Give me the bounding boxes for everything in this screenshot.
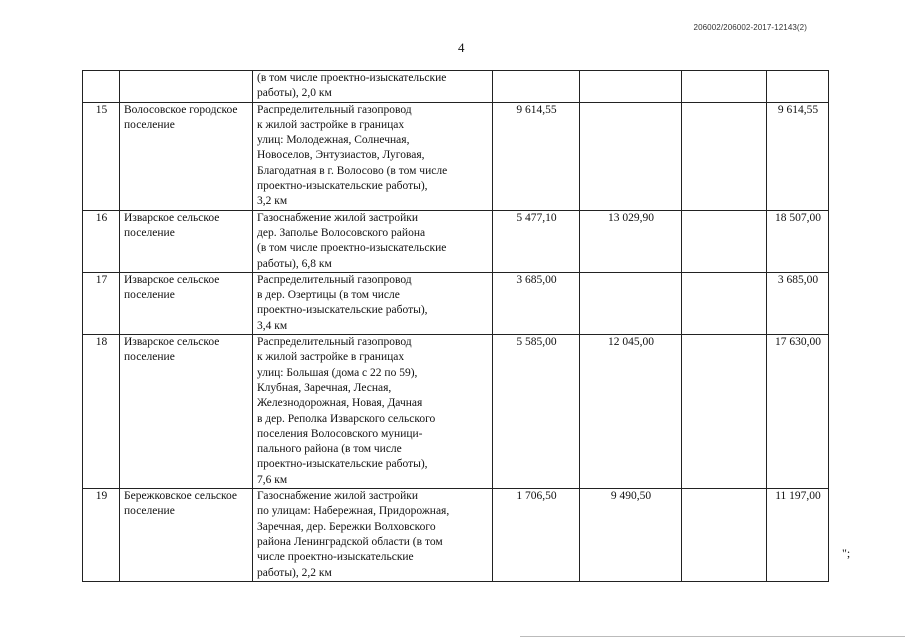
amount-total: 18 507,00 — [767, 210, 829, 272]
amount-col-3 — [682, 102, 767, 210]
table-row — [83, 335, 829, 489]
amount-col-1: 5 585,00 — [493, 335, 580, 489]
amount-total: 11 197,00 — [767, 489, 829, 582]
table-row — [83, 489, 829, 582]
amount-col-2 — [580, 272, 682, 334]
table-row — [83, 71, 829, 103]
settlement-name — [120, 71, 253, 103]
row-number: 18 — [83, 335, 120, 489]
object-description: Распределительный газопровод к жилой застройке в границах улиц: Молодежная, Солнечная, Новоселов, Энтузиастов, Луговая, Благодатная в г. Волосово (в том числе проектно-изыскательские работы), 3,2 км — [253, 102, 493, 210]
amount-col-3 — [682, 272, 767, 334]
settlement-name: Бережковское сельское поселение — [120, 489, 253, 582]
amount-col-2 — [580, 71, 682, 103]
object-description: Газоснабжение жилой застройки по улицам: Набережная, Придорожная, Заречная, дер. Бережки Волховского района Ленинградской области (в том числе проектно-изыскательские работы), 2,2 км — [253, 489, 493, 582]
amount-col-3 — [682, 489, 767, 582]
settlement-name: Изварское сельское поселение — [120, 272, 253, 334]
object-description: Газоснабжение жилой застройки дер. Заполье Волосовского района (в том числе проектно-изыскательские работы), 6,8 км — [253, 210, 493, 272]
row-number — [83, 71, 120, 103]
row-number: 15 — [83, 102, 120, 210]
amount-col-2: 12 045,00 — [580, 335, 682, 489]
amount-col-1: 3 685,00 — [493, 272, 580, 334]
table-row — [83, 102, 829, 210]
amount-col-1: 1 706,50 — [493, 489, 580, 582]
projects-table — [82, 70, 829, 582]
object-description: (в том числе проектно-изыскательские работы), 2,0 км — [253, 71, 493, 103]
page-number: 4 — [458, 40, 465, 55]
amount-col-2 — [580, 102, 682, 210]
row-number: 17 — [83, 272, 120, 334]
amount-total: 3 685,00 — [767, 272, 829, 334]
amount-col-3 — [682, 71, 767, 103]
settlement-name: Изварское сельское поселение — [120, 335, 253, 489]
amount-total — [767, 71, 829, 103]
object-description: Распределительный газопровод к жилой застройке в границах улиц: Большая (дома с 22 по 59), Клубная, Заречная, Лесная, Железнодорожная, Новая, Дачная в дер. Реполка Изварского сельского поселения Волосовского муници- пального района (в том числе проектно-изыскательские работы), 7,6 км — [253, 335, 493, 489]
table-row — [83, 272, 829, 334]
table-row — [83, 210, 829, 272]
row-number: 16 — [83, 210, 120, 272]
object-description: Распределительный газопровод в дер. Озертицы (в том числе проектно-изыскательские работы), 3,4 км — [253, 272, 493, 334]
scan-edge-line — [520, 636, 905, 637]
amount-col-2: 13 029,90 — [580, 210, 682, 272]
amount-col-1: 9 614,55 — [493, 102, 580, 210]
amount-col-2: 9 490,50 — [580, 489, 682, 582]
document-id: 206002/206002-2017-12143(2) — [693, 23, 807, 32]
amount-col-3 — [682, 210, 767, 272]
amount-total: 9 614,55 — [767, 102, 829, 210]
amount-col-1 — [493, 71, 580, 103]
settlement-name: Изварское сельское поселение — [120, 210, 253, 272]
settlement-name: Волосовское городское поселение — [120, 102, 253, 210]
row-number: 19 — [83, 489, 120, 582]
closing-quote-mark: "; — [842, 546, 851, 560]
amount-col-3 — [682, 335, 767, 489]
amount-col-1: 5 477,10 — [493, 210, 580, 272]
amount-total: 17 630,00 — [767, 335, 829, 489]
